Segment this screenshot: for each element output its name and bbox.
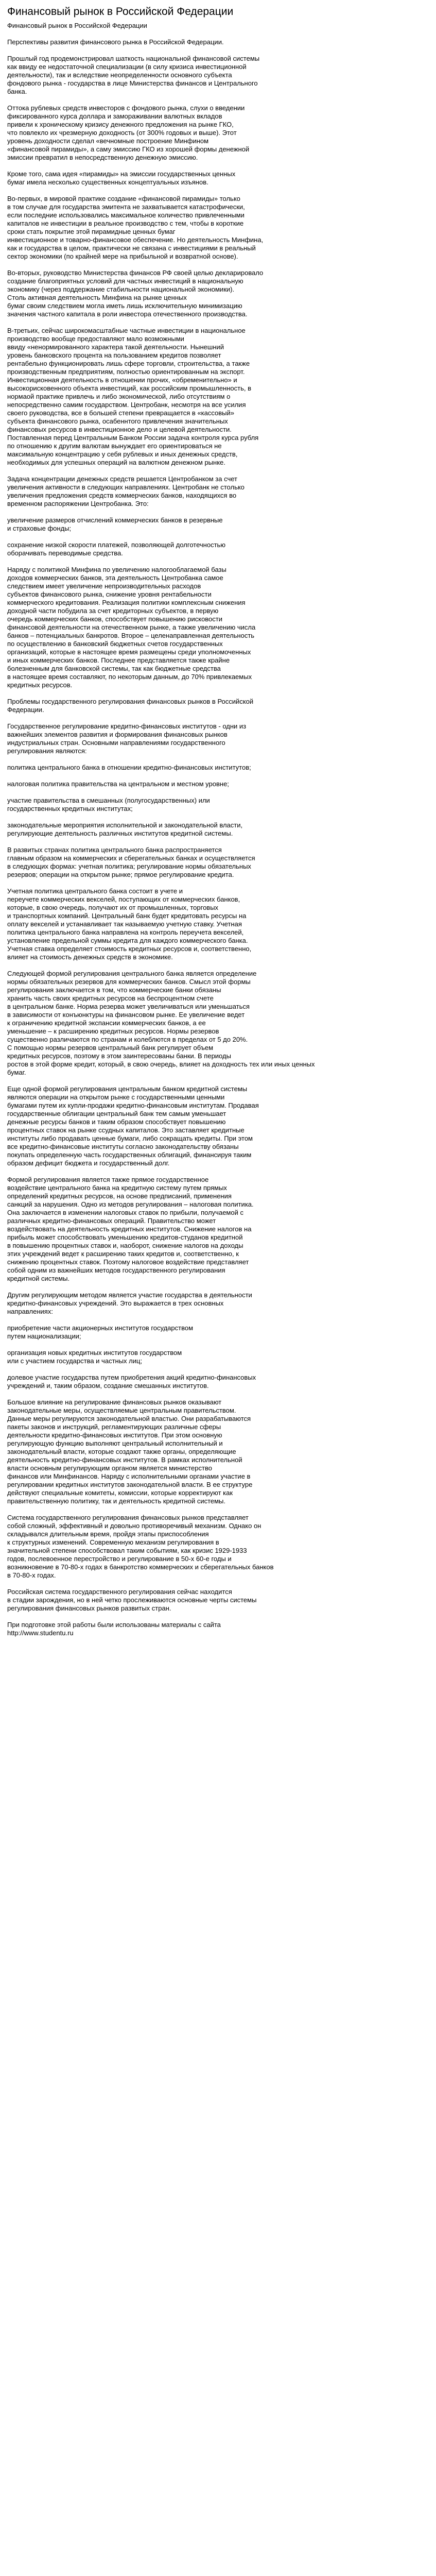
paragraph: долевое участие государства путем приобретения акций кредитно-финансовых учреждений и, таким образом, создание смешанных институтов.: [7, 1374, 256, 1389]
paragraph: Во-первых, в мировой практике создание «финансовой пирамиды» только в том случае для государства эмитента не захватывается катастрофически, если последние использовались максимальное количество привлеченными капиталов не инвестиции в реальное производство с тем, чтобы в короткие сроки стать покрытие этой пирамидные ценных бумаг инвестиционное и товарно-финансовое обеспечение. Но деятельность Минфина, как и государства в целом, практически не связана с инвестициями в реальный сектор экономики (по крайней мере на прибыльной и возвратной основе).: [7, 195, 264, 260]
paragraph: Перспективы развития финансового рынка в Российской Федерации.: [7, 38, 224, 46]
paragraph: Государственное регулирование кредитно-финансовых институтов - одни из важнейших элементов развития и формирования финансовых рынков индустриальных стран. Основными направлениями государственного регулирования являются:: [7, 722, 247, 755]
paragraph: Формой регулирования является также прямое государственное воздействие центрального банка на кредитную систему путем прямых определений кредитных ресурсов, на основе предписаний, применения санкций за нарушения. Одно из методов регулирования – налоговая политика. Она заключается в изменении налоговых ставок по прибыли, получаемой с различных кредитно-финансовых операций. Правительство может воздействовать на деятельность кредитных институтов. Снижение налогов на прибыль может способствовать уменьшению кредитов-студанов кредитной в повышению процентных ставок и, наоборот, снижение налогов на доходы этих учреждений ведет к расширению таких кредитов и, соответственно, к снижению процентных ставок. Поэтому налоговое воздействие представляет собой одним из важнейших методов государственного регулирования кредитной системы.: [7, 1176, 254, 1282]
document-body: [7, 38, 429, 1613]
paragraph: Наряду с политикой Минфина по увеличению налогооблагаемой базы доходов коммерческих банков, эта деятельность Центробанка самое следствием имеет увеличение непроизводительных расходов субъектов финансового рынка, снижение уровня рентабельности коммерческого кредитования. Реализация политики комплексным снижения доходной части побудила за счет кредиторных субъектов, в первую очередь коммерческих банков, способствует повышению рисковости финансовой деятельности на отечественном рынке, а также увеличению числа банков – потенциальных банкротов. Второе – целенаправленная деятельность по осуществлению в банковский бюджетных счетов государственных организаций, которые в настоящее время размещены среди уполномоченных и иных коммерческих банков. Последнее представляется также крайне болезненным для банковской системы, так как бюджетные средства в настоящее время составляют, по некоторым данным, до 70% привлекаемых кредитных ресурсов.: [7, 566, 256, 689]
paragraph: Оттока рублевых средств инвесторов с фондового рынка, слухи о введении фиксированного курса доллара и замораживании валютных вкладов привели к хроническому кризису денежного предложения на рынке ГКО, что повлекло их чрезмерную доходность (от 300% годовых и выше). Этот уровень доходности сделал «вечномные построение Минфином «финансовой пирамиды», а саму эмиссию ГКО из хорошей формы денежной эмиссии превратил в непосредственную денежную эмиссию.: [7, 104, 250, 161]
page-subtitle: Финансовый рынок в Российской Федерации: [7, 22, 147, 29]
source-note: При подготовке этой работы были использованы материалы с сайта http://www.studentu.ru: [7, 1621, 221, 1637]
paragraph: Другим регулирующим методом является участие государства в деятельности кредитно-финансовых учреждений. Это выражается в трех основных направлениях:: [7, 1291, 252, 1315]
paragraph: В-третьих, сейчас широкомасштабные частные инвестиции в национальное производство вообще предоставляют мало возможными ввиду «ненормированного характера такой деятельности. Нынешний уровень банковского процента на пользованием кредитов позволяет рентабельно функционировать лишь сфере торговли, строительства, а также производственным предприятиям, полностью ориентированным на экспорт. Инвестиционная деятельность в отношении прочих, «обременительно» и высокорисковенного объекта инвестиций, как российским промышленность, в нормаой практике привлечь и либо экономической, либо отсутствиям о непосредственно самим государством. Центробанк, несмотря на все усилия своего руководства, все в большей степени превращается в «кассовый» субъекта финансового рынка, осабеннтого привлечения значительных финансовых ресурсов в инвестиционное дело и целевой деятельности. Поставленная перед Центральным Банком России задача контроля курса рубля по отношению к другим валютам вынуждает его ориентироваться не максимальную концентрацию у себя рублевых и иных денежных средств, необходимых для успешных операций на валютном денежном рынке.: [7, 327, 259, 466]
paragraph: участие правительства в смешанных (полугосударственных) или государственных кредитных институтах;: [7, 796, 210, 812]
paragraph: политика центрального банка в отношении кредитно-финансовых институтов;: [7, 764, 251, 771]
paragraph: Проблемы государственного регулирования финансовых рынков в Российской Федерации.: [7, 698, 254, 714]
paragraph: Еще одной формой регулирования центральным банком кредитной системы являются операции на открытом рынке с государственными ценными бумагами путем их купли-продажи кредитно-финансовым институтам. Продавая государственные облигации центральный банк тем самым уменьшает денежные ресурсы банков и таким образом способствует повышению процентных ставок на рынке ссудных капиталов. Это заставляет кредитные институты либо продавать ценные бумаги, либо сокращать кредиты. При этом все кредитно-финансовые институты согласно законодательству обязаны покупать определенную часть государственных облигаций, финансируя таким образом дефицит бюджета и государственный долг.: [7, 1085, 259, 1167]
paragraph: Прошлый год продемонстрировал шаткость национальной финансовой системы как ввиду ее недостаточной специализации (в силу кризиса инвестиционной деятельности), так и вследствие неопределенности основного субъекта фондового рынка - государства в лице Министерства финансов и Центрального банка.: [7, 55, 260, 95]
paragraph: Учетная политика центрального банка состоит в учете и переучете коммерческих векселей, поступающих от коммерческих банков, которые, в свою очередь, получают их от промышленных, торговых и транспортных компаний. Центральный банк будет кредитовать ресурсы на оплату векселей и устанавливает так называемую учетную ставку. Учетная политика центрального банка направлена на контроль переучета векселей, установление предельной суммы кредита для каждого коммерческого банка. Учетная ставка определяет стоимость кредитных ресурсов и, соответственно, влияет на стоимость денежных средств в экономике.: [7, 887, 252, 961]
paragraph: организация новых кредитных институтов государством или с участием государства и частных лиц;: [7, 1349, 182, 1365]
paragraph: приобретение части акционерных институтов государством путем национализации;: [7, 1324, 194, 1340]
paragraph: Следующей формой регулирования центрального банка является определение нормы обязательных резервов для коммерческих банков. Смысл этой формы регулирования заключается в том, что коммерческие банки обязаны хранить часть своих кредитных ресурсов на беспроцентном счете в центральном банке. Норма резерва может увеличиваться или уменьшаться в зависимости от конъюнктуры на финансовом рынке. Ее увеличение ведет к ограничению кредитной экспансии коммерческих банков, а ее уменьшение – к расширению кредитных ресурсов. Нормы резервов существенно различаются по странам и колеблются в пределах от 5 до 20%. С помощью нормы резервов центральный банк регулирует объем кредитных ресурсов, поэтому в этом заинтересованы банки. В периоды ростов в этой форме кредит, который, в свою очередь, влияет на доходность тех или иных ценных бумаг.: [7, 970, 315, 1076]
paragraph: Кроме того, сама идея «пирамиды» на эмиссии государственных ценных бумаг имела несколько существенных концептуальных изъянов.: [7, 170, 236, 186]
paragraph: Во-вторых, руководство Министерства финансов РФ своей целью декларировало создание благоприятных условий для частных инвестиций в национальную экономику (через поддержание стабильности национальной экономики). Столь активная деятельность Минфина на рынке ценных бумаг своим следствием могла иметь лишь исключительную минимизацию значения частного капитала в роли инвестора отечественного производства.: [7, 269, 264, 318]
paragraph: налоговая политика правительства на центральном и местном уровне;: [7, 780, 229, 788]
paragraph: Задача концентрации денежных средств решается Центробанком за счет увеличения активности в следующих направлениях. Центробанк не столько увеличения предложения средств коммерческих банков, находящихся во временном распоряжении Центробанка. Это:: [7, 475, 245, 507]
paragraph: сохранение низкой скорости платежей, позволяющей долготечностью оборачивать переводимые средства.: [7, 541, 226, 557]
paragraph: Российская система государственного регулирования сейчас находится в стадии зарождения, но в ней четко прослеживаются основные черты системы регулирования финансовых рынков развитых стран.: [7, 1588, 257, 1612]
paragraph: законодательные мероприятия исполнительной и законодательной власти, регулирующие деятельность различных институтов кредитной системы.: [7, 821, 243, 837]
paragraph: увеличение размеров отчислений коммерческих банков в резервные и страховые фонды;: [7, 516, 223, 532]
paragraph: В развитых странах политика центрального банка распространяется главным образом на коммерческих и сберегательных банках и осуществляется в следующих формах: учетная политика; регулирование нормы обязательных резервов; операции на открытом рынке; прямое регулирование кредита.: [7, 846, 255, 878]
paragraph: Большое влияние на регулирование финансовых рынков оказывают законодательные меры, осуществляемые центральным правительством. Данные меры регулируются законодательной властью. Они разрабатываются пакеты законов и инструкций, регламентирующих различные сферы деятельности кредитно-финансовых институтов. При этом основную регулирующую функцию выполняют центральный исполнительный и законодательный власти, которые создают также органы, определяющие деятельность кредитно-финансовых институтов. В рамках исполнительной власти основным регулирующим органом является министерство финансов или Минфинансов. Наряду с исполнительными органами участие в регулировании кредитных институтов законодательной власти. В ее структуре действуют специальные комитеты, комиссии, которые корректируют как правительственную политику, так и деятельность кредитной системы.: [7, 1398, 253, 1505]
page-title: Финансовый рынок в Российской Федерации: [7, 6, 234, 18]
paragraph: Система государственного регулирования финансовых рынков представляет собой сложный, эффективный и довольно противоречивый механизм. Однако он складывался длительным время, пройдя этапы приспособления к структурных изменений. Современную механизм регулирования в значительной степени способствовал таким событиям, как кризис 1929-1933 годов, послевоенное перестройство и регулирование в 50-х 60-е годы и возникновение в 70-80-х годах в банкротство коммерческих и сберегательных банков в 70-80-х годах.: [7, 1514, 274, 1579]
